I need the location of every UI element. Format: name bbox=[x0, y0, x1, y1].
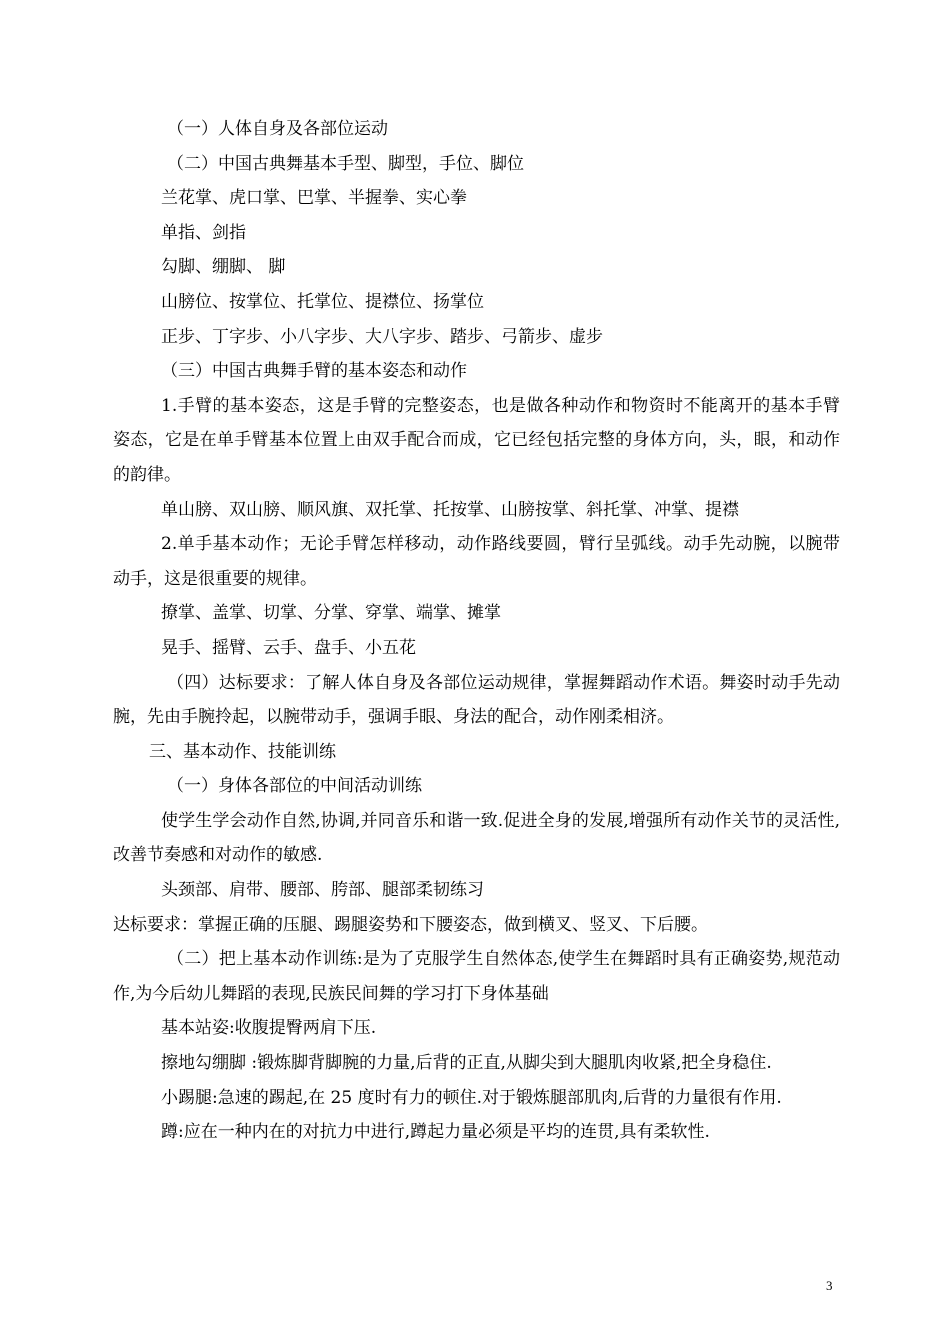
list-line: 单指、剑指 bbox=[161, 222, 246, 243]
list-line: 勾脚、绷脚、 脚 bbox=[161, 257, 286, 278]
list-line: 晃手、摇臂、云手、盘手、小五花 bbox=[161, 637, 416, 658]
body-paragraph: （四）达标要求：了解人体自身及各部位运动规律，掌握舞蹈动作术语。舞姿时动手先动腕，先由手腕拎起，以腕带动手，强调手眼、身法的配合，动作刚柔相济。 bbox=[113, 672, 840, 728]
list-line: 山膀位、按掌位、托掌位、提襟位、扬掌位 bbox=[161, 291, 484, 312]
subsection-heading: （三）中国古典舞手臂的基本姿态和动作 bbox=[161, 361, 467, 382]
document-body bbox=[113, 112, 840, 1150]
subsection-heading: （二）中国古典舞基本手型、脚型，手位、脚位 bbox=[167, 153, 524, 174]
list-line: 单山膀、双山膀、顺风旗、双托掌、托按掌、山膀按掌、斜托掌、冲掌、提襟 bbox=[161, 499, 739, 520]
body-paragraph: （二）把上基本动作训练:是为了克服学生自然体态,使学生在舞蹈时具有正确姿势,规范动作,为今后幼儿舞蹈的表现,民族民间舞的学习打下身体基础 bbox=[113, 949, 840, 1004]
body-paragraph: 擦地勾绷脚 :锻炼脚背脚腕的力量,后背的正直,从脚尖到大腿肌肉收紧,把全身稳住. bbox=[161, 1053, 772, 1074]
body-paragraph: 使学生学会动作自然,协调,并同音乐和谐一致.促进全身的发展,增强所有动作关节的灵活性,改善节奏感和对动作的敏感. bbox=[113, 810, 840, 866]
body-paragraph: 1.手臂的基本姿态，这是手臂的完整姿态，也是做各种动作和物资时不能离开的基本手臂姿态，它是在单手臂基本位置上由双手配合而成，它已经包括完整的身体方向，头，眼，和动作的韵律。 bbox=[113, 395, 840, 485]
list-line: 正步、丁字步、小八字步、大八字步、踏步、弓箭步、虚步 bbox=[161, 326, 603, 347]
body-paragraph: 2.单手基本动作；无论手臂怎样移动，动作路线要圆，臂行呈弧线。动手先动腕，以腕带动手，这是很重要的规律。 bbox=[113, 534, 840, 589]
body-paragraph: 蹲:应在一种内在的对抗力中进行,蹲起力量必须是平均的连贯,具有柔软性. bbox=[161, 1122, 710, 1143]
list-line: 兰花掌、虎口掌、巴掌、半握拳、实心拳 bbox=[161, 188, 467, 209]
subsection-heading: （一）身体各部位的中间活动训练 bbox=[167, 776, 422, 797]
section-heading: 三、基本动作、技能训练 bbox=[149, 741, 336, 762]
body-paragraph: 达标要求：掌握正确的压腿、踢腿姿势和下腰姿态，做到横叉、竖叉、下后腰。 bbox=[113, 914, 708, 935]
list-line: 撩掌、盖掌、切掌、分掌、穿掌、端掌、摊掌 bbox=[161, 603, 501, 624]
body-paragraph: 基本站姿:收腹提臀两肩下压. bbox=[161, 1018, 377, 1039]
subsection-heading: （一）人体自身及各部位运动 bbox=[167, 119, 388, 139]
page-number: 3 bbox=[826, 1278, 833, 1293]
list-line: 头颈部、肩带、腰部、胯部、腿部柔韧练习 bbox=[161, 880, 484, 901]
body-paragraph: 小踢腿:急速的踢起,在 25 度时有力的顿住.对于锻炼腿部肌肉,后背的力量很有作用. bbox=[161, 1087, 782, 1108]
